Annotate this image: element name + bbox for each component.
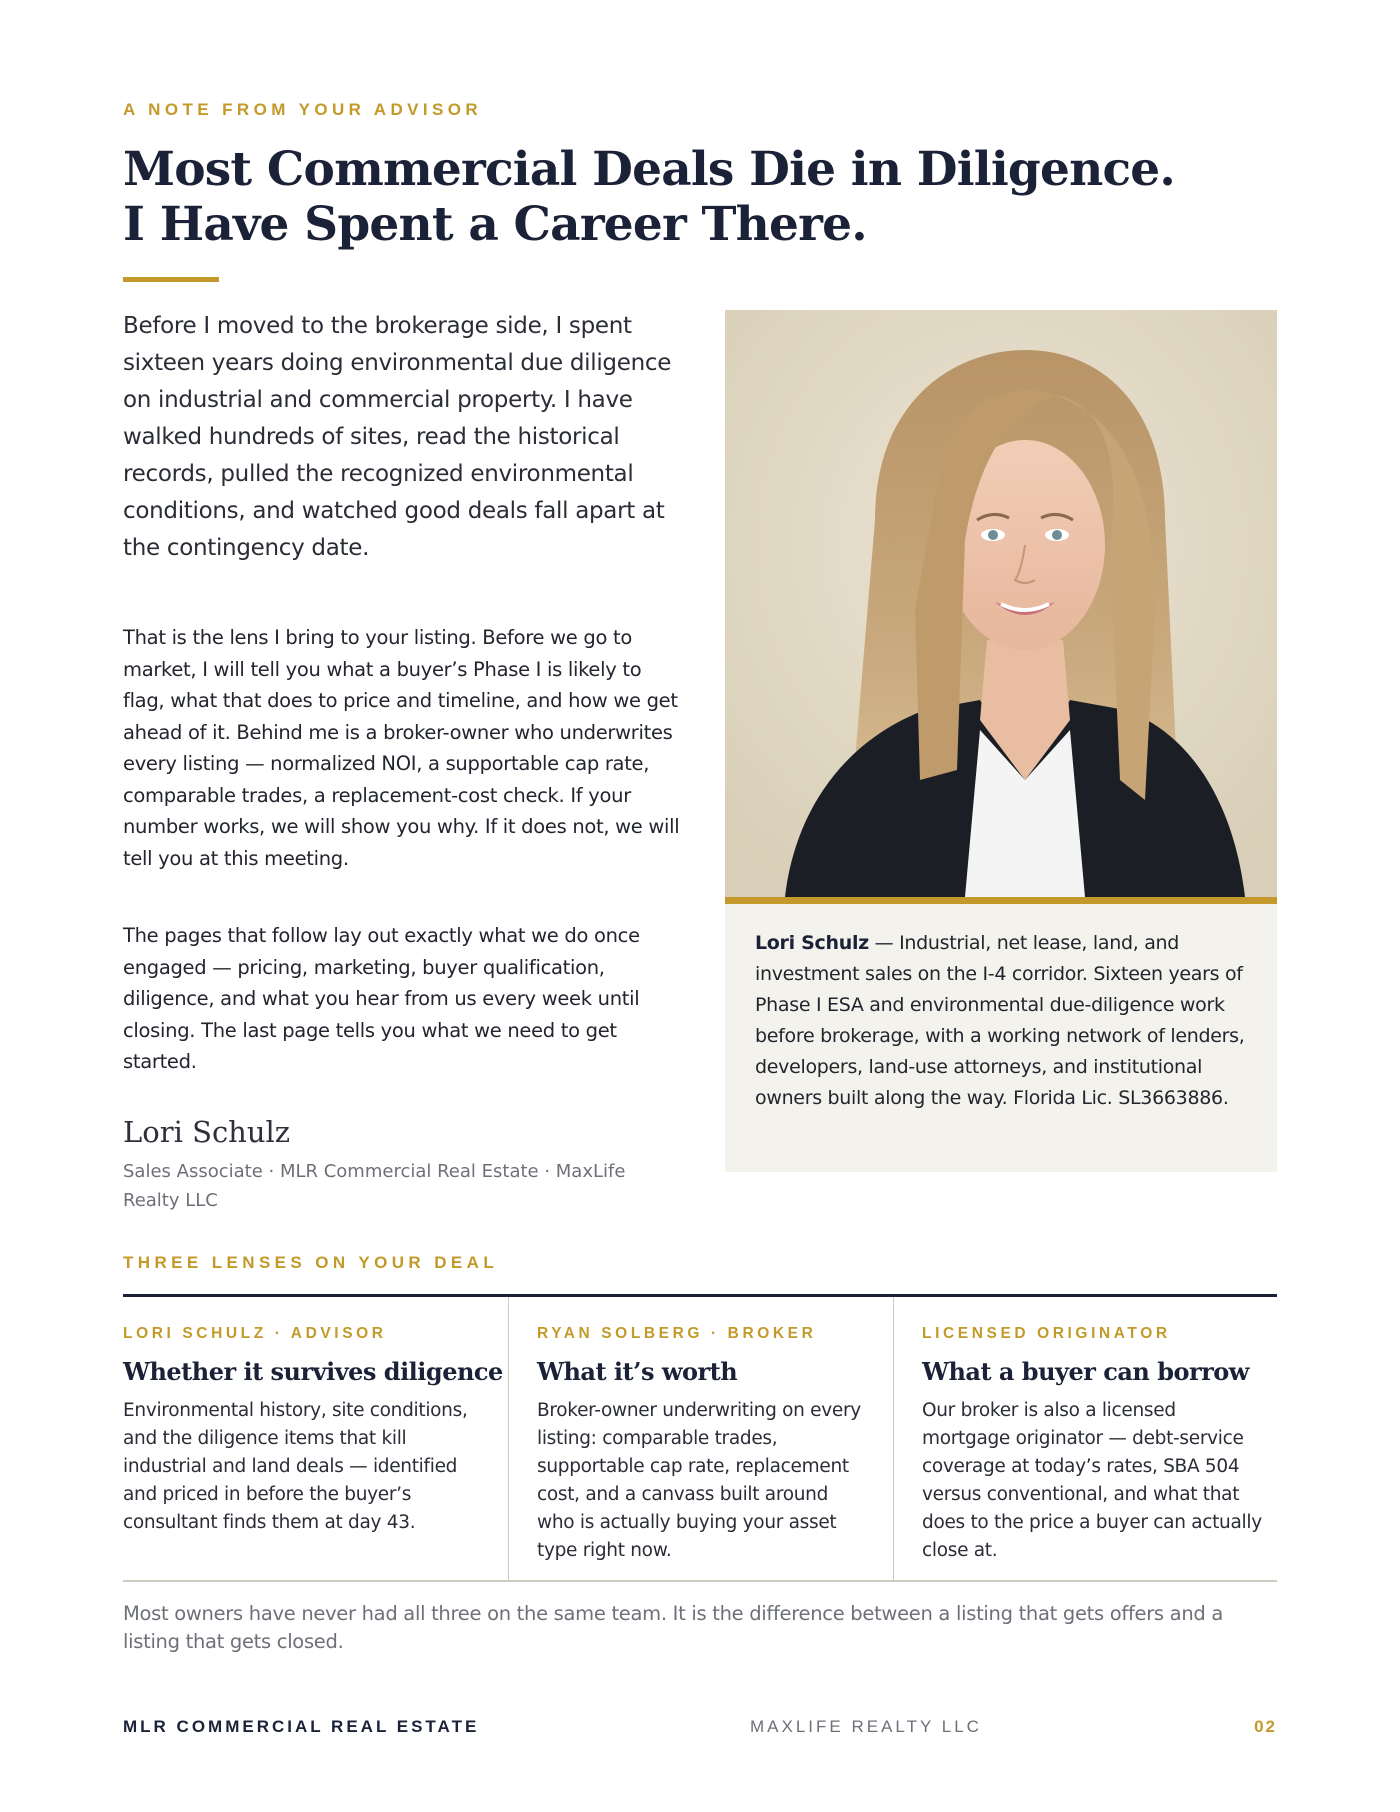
portrait-illustration [725, 310, 1277, 897]
footer-company: MLR COMMERCIAL REAL ESTATE [123, 1717, 480, 1736]
lens-text: Environmental history, site conditions, and the diligence items that kill industrial and land deals — identified and priced in before the buyer’s consultant finds them at day 43. [123, 1400, 468, 1533]
headline [123, 142, 1277, 252]
bio-name: Lori Schulz [755, 932, 869, 954]
advisor-portrait-photo [725, 310, 1277, 897]
headline-line-2: I Have Spent a Career There. [123, 197, 867, 252]
lenses-bottom-rule [123, 1580, 1277, 1582]
lens-title: What it’s worth [537, 1357, 738, 1386]
advisor-bio-card [725, 904, 1277, 1172]
signature-name: Lori Schulz [123, 1115, 291, 1149]
signature-title: Sales Associate · MLR Commercial Real Estate · MaxLife Realty LLC [123, 1161, 626, 1211]
lens-role: LORI SCHULZ · ADVISOR [123, 1325, 387, 1342]
lens-role: RYAN SOLBERG · BROKER [537, 1325, 817, 1342]
lens-text: Broker-owner underwriting on every listing: comparable trades, supportable cap rate, replacement cost, and a canvass built around who is actually buying your asset type right now. [537, 1400, 861, 1561]
lens-column-advisor [123, 1297, 514, 1580]
lens-role: LICENSED ORIGINATOR [922, 1325, 1171, 1342]
page-footer [123, 1717, 1277, 1741]
page-number: 02 [1254, 1717, 1277, 1736]
photo-accent-rule [725, 897, 1277, 904]
lenses-heading: THREE LENSES ON YOUR DEAL [123, 1253, 499, 1272]
body-paragraph-2: The pages that follow lay out exactly what we do once engaged — pricing, marketing, buyer qualification, diligence, and what you hear from us every week until closing. The last page tells you what we need to get started. [123, 924, 640, 1073]
eyebrow-label: A NOTE FROM YOUR ADVISOR [123, 100, 483, 119]
footer-brokerage: MAXLIFE REALTY LLC [750, 1717, 982, 1736]
lens-column-originator [893, 1297, 1277, 1580]
headline-accent-rule [123, 277, 219, 282]
lens-text: Our broker is also a licensed mortgage originator — debt-service coverage at today’s rates, SBA 504 versus conventional, and what that does to the price a buyer can actually close at. [922, 1400, 1262, 1561]
lens-title: What a buyer can borrow [922, 1357, 1249, 1386]
bio-text: — Industrial, net lease, land, and investment sales on the I-4 corridor. Sixteen years of Phase I ESA and environmental due-diligence work before brokerage, with a working network of lenders, developers, land-use attorneys, and institutional owners built along the way. Florida Lic. SL3663886. [755, 932, 1245, 1109]
headline-line-1: Most Commercial Deals Die in Diligence. [123, 142, 1175, 197]
lenses-note: Most owners have never had all three on the same team. It is the difference between a listing that gets offers and a listing that gets closed. [123, 1602, 1224, 1653]
lens-title: Whether it survives diligence [123, 1357, 503, 1386]
intro-paragraph: Before I moved to the brokerage side, I spent sixteen years doing environmental due diligence on industrial and commercial property. I have walked hundreds of sites, read the historical records, pulled the recognized environmental conditions, and watched good deals fall apart at the contingency date. [123, 313, 672, 561]
lens-column-broker [508, 1297, 893, 1580]
body-paragraph-1: That is the lens I bring to your listing. Before we go to market, I will tell you what a buyer’s Phase I is likely to flag, what that does to price and timeline, and how we get ahead of it. Behind me is a broker-owner who underwrites every listing — normalized NOI, a supportable cap rate, comparable trades, a replacement-cost check. If your number works, we will show you why. If it does not, we will tell you at this meeting. [123, 626, 680, 870]
